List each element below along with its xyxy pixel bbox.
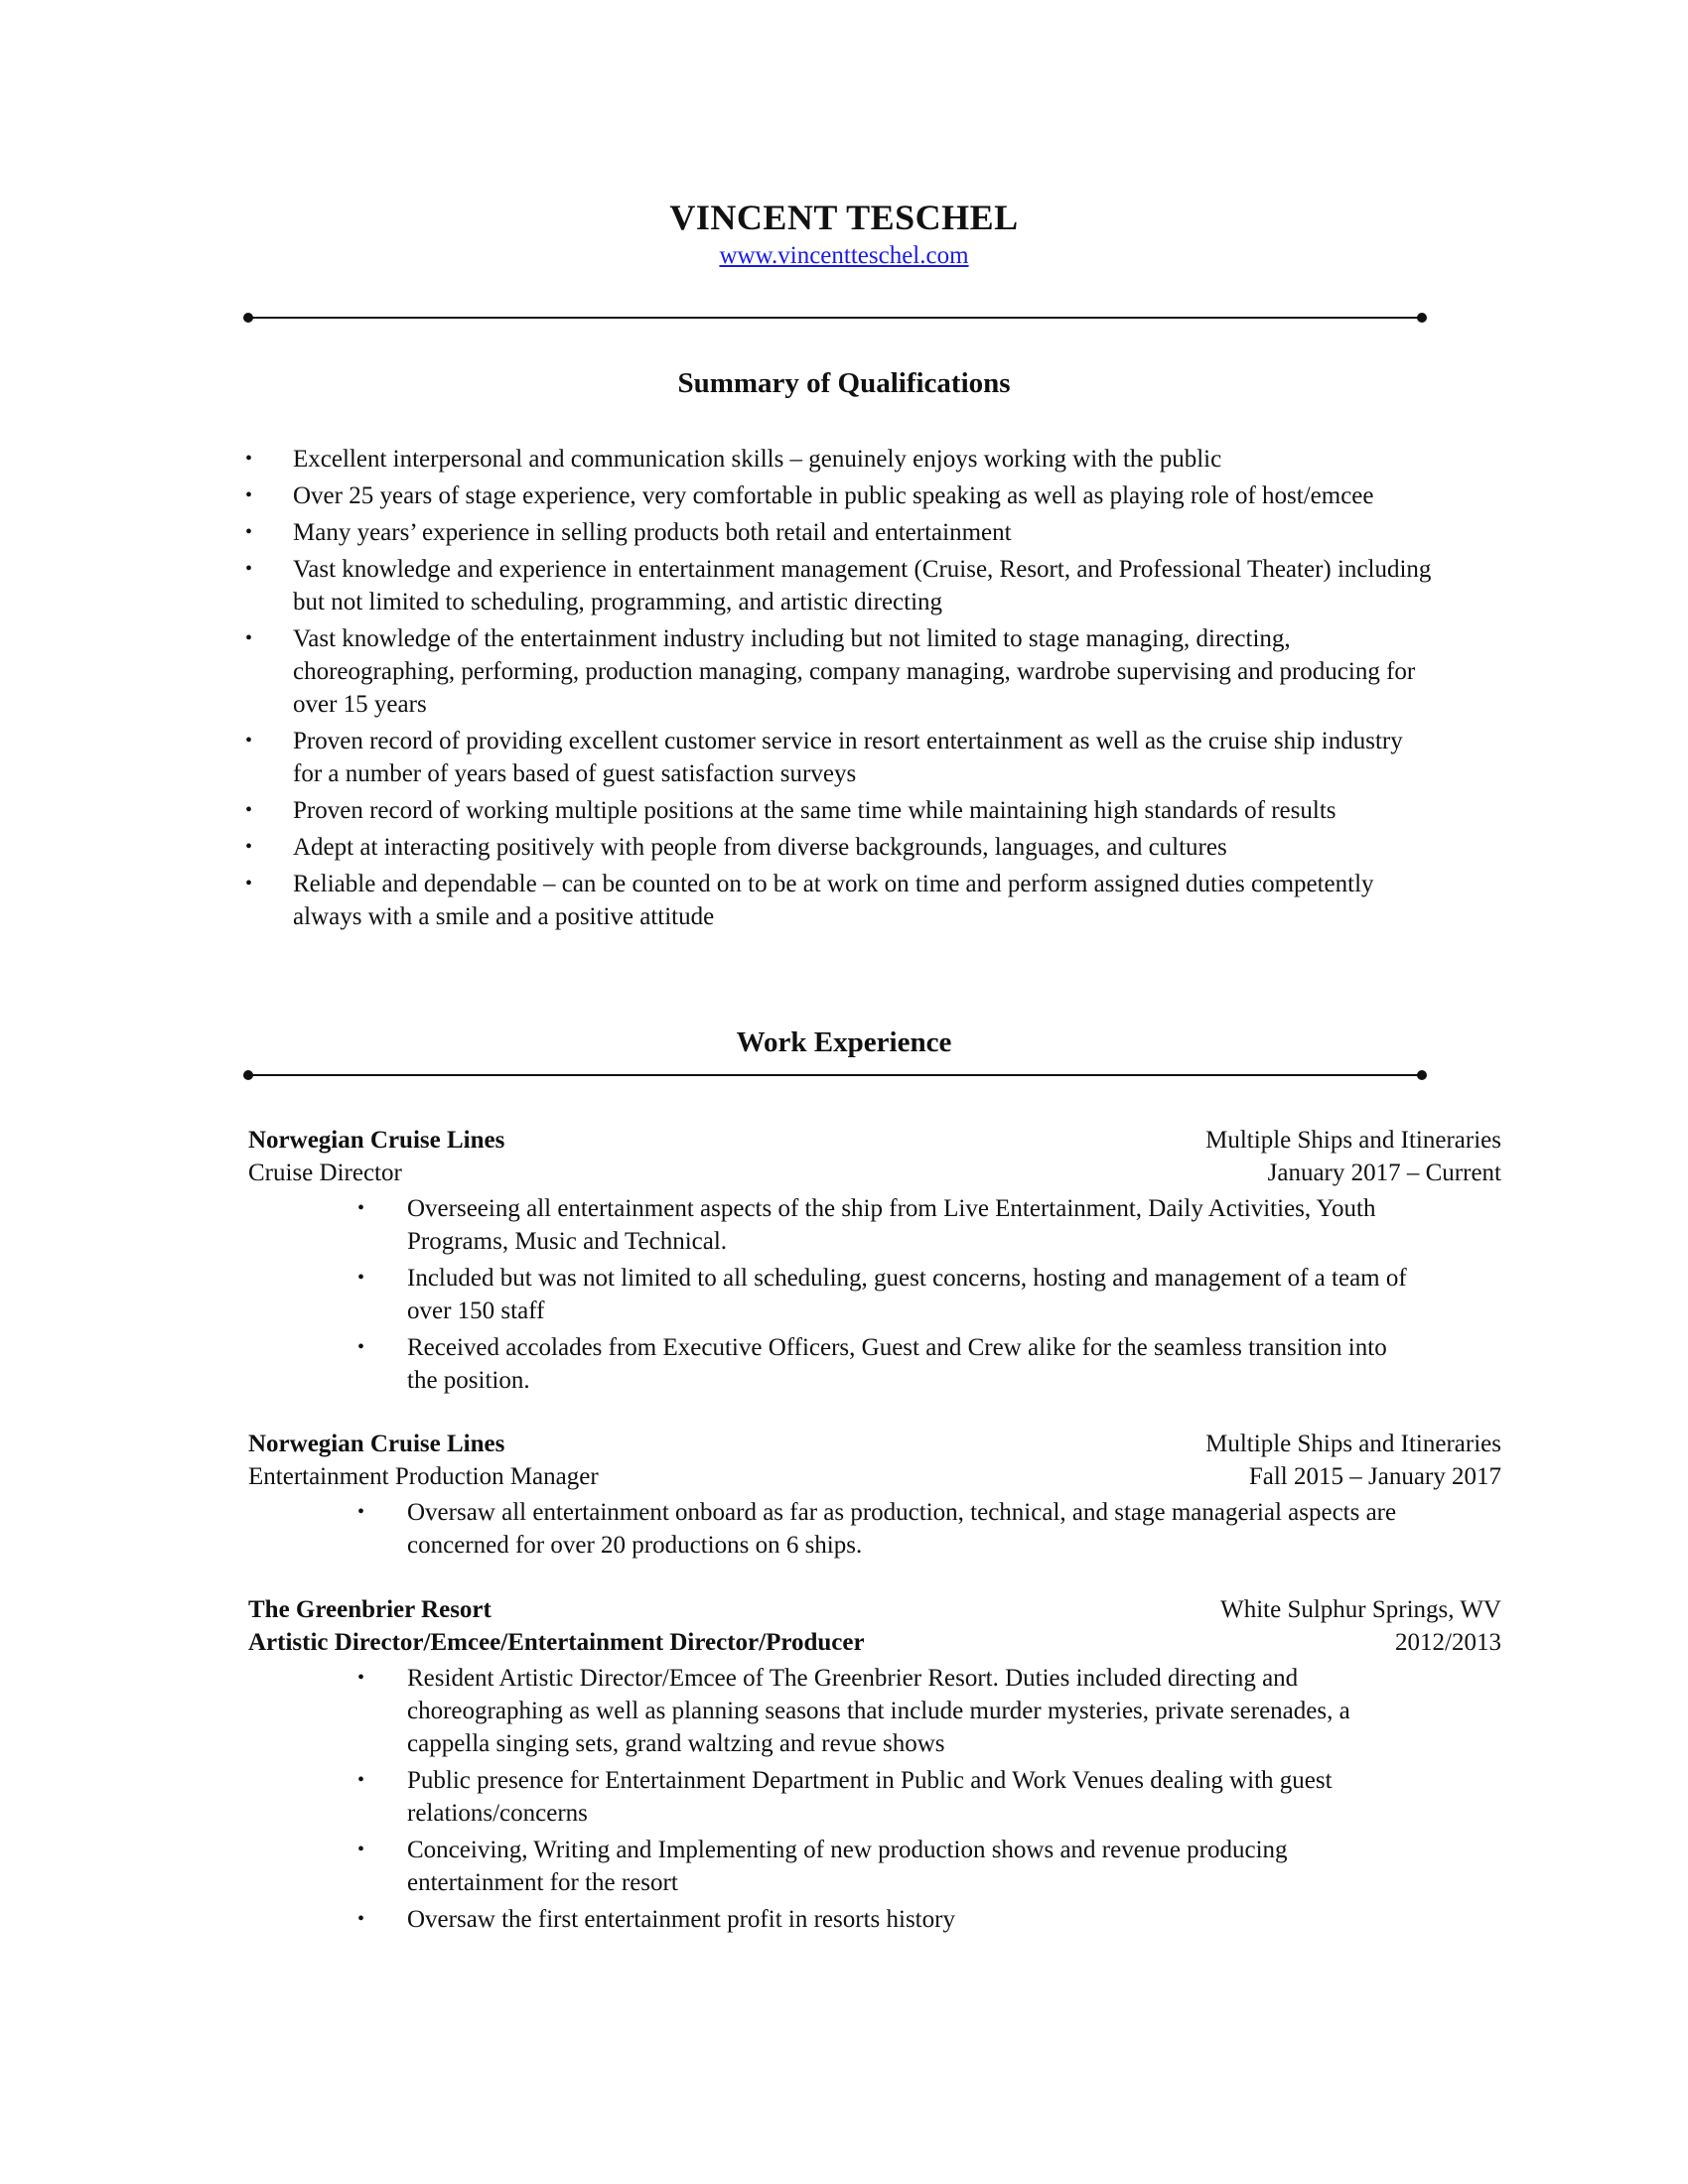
- job-dates: January 2017 – Current: [1267, 1160, 1501, 1186]
- summary-item: • Vast knowledge and experience in entertainment management (Cruise, Resort, and Professional Theater) including but not limited to scheduling, programming, and artistic directing: [245, 553, 1437, 618]
- job-bullet: • Overseeing all entertainment aspects of the ship from Live Entertainment, Daily Activities, Youth Programs, Music and Technical.: [357, 1192, 1420, 1258]
- bullet-icon: •: [245, 873, 253, 894]
- job-bullet: • Resident Artistic Director/Emcee of The Greenbrier Resort. Duties included directing and choreographing as well as planning seasons that include murder mysteries, private serenades, a cappella singing sets, grand waltzing and revue shows: [357, 1662, 1420, 1760]
- job-company: Norwegian Cruise Lines: [248, 1127, 505, 1154]
- summary-item: • Proven record of providing excellent customer service in resort entertainment as well as the cruise ship industry for a number of years based of guest satisfaction surveys: [245, 725, 1437, 790]
- header-divider: [248, 317, 1422, 319]
- job-bullets: [248, 1192, 1420, 1397]
- job-entry: [248, 1593, 1501, 1940]
- job-title: Artistic Director/Emcee/Entertainment Director/Producer: [248, 1629, 865, 1656]
- experience-divider: [248, 1074, 1422, 1076]
- bullet-icon: •: [357, 1667, 365, 1689]
- job-location: Multiple Ships and Itineraries: [1205, 1127, 1501, 1154]
- experience-heading: Work Experience: [736, 1026, 952, 1058]
- summary-item: • Excellent interpersonal and communication skills – genuinely enjoys working with the public: [245, 443, 1437, 476]
- bullet-icon: •: [357, 1908, 365, 1930]
- bullet-icon: •: [357, 1197, 365, 1219]
- job-entry: [248, 1428, 1501, 1566]
- job-location: Multiple Ships and Itineraries: [1205, 1431, 1501, 1457]
- summary-item: • Vast knowledge of the entertainment industry including but not limited to stage managing, directing, choreographing, performing, production managing, company managing, wardrobe supervising and producing for over 15 years: [245, 622, 1437, 721]
- website-link[interactable]: www.vincentteschel.com: [719, 242, 969, 269]
- job-bullet: • Oversaw all entertainment onboard as far as production, technical, and stage managerial aspects are concerned for over 20 productions on 6 ships.: [357, 1496, 1420, 1562]
- job-location: White Sulphur Springs, WV: [1220, 1596, 1501, 1623]
- job-company: The Greenbrier Resort: [248, 1596, 492, 1623]
- bullet-icon: •: [245, 730, 253, 751]
- job-title: Entertainment Production Manager: [248, 1463, 599, 1490]
- summary-heading: Summary of Qualifications: [677, 367, 1011, 399]
- bullet-icon: •: [245, 521, 253, 543]
- job-dates: 2012/2013: [1395, 1629, 1501, 1656]
- job-dates: Fall 2015 – January 2017: [1248, 1463, 1501, 1490]
- job-bullet: • Received accolades from Executive Officers, Guest and Crew alike for the seamless transition into the position.: [357, 1331, 1420, 1397]
- bullet-icon: •: [357, 1501, 365, 1523]
- bullet-icon: •: [245, 448, 253, 470]
- job-entry: [248, 1124, 1501, 1401]
- summary-item: • Proven record of working multiple positions at the same time while maintaining high standards of results: [245, 794, 1437, 827]
- bullet-icon: •: [245, 484, 253, 506]
- bullet-icon: •: [357, 1267, 365, 1289]
- bullet-icon: •: [245, 836, 253, 858]
- summary-item: • Many years’ experience in selling products both retail and entertainment: [245, 516, 1437, 549]
- bullet-icon: •: [357, 1839, 365, 1860]
- job-bullets: [248, 1496, 1420, 1562]
- job-company: Norwegian Cruise Lines: [248, 1431, 505, 1457]
- bullet-icon: •: [245, 627, 253, 649]
- bullet-icon: •: [245, 558, 253, 580]
- job-bullet: • Public presence for Entertainment Department in Public and Work Venues dealing with guest relations/concerns: [357, 1764, 1420, 1830]
- summary-item: • Over 25 years of stage experience, very comfortable in public speaking as well as playing role of host/emcee: [245, 479, 1437, 512]
- bullet-icon: •: [357, 1769, 365, 1791]
- job-bullet: • Included but was not limited to all scheduling, guest concerns, hosting and management of a team of over 150 staff: [357, 1262, 1420, 1327]
- resume-name: VINCENT TESCHEL: [669, 198, 1019, 237]
- job-title: Cruise Director: [248, 1160, 402, 1186]
- job-bullets: [248, 1662, 1420, 1936]
- summary-list: [245, 443, 1437, 937]
- summary-item: • Adept at interacting positively with people from diverse backgrounds, languages, and cultures: [245, 831, 1437, 864]
- bullet-icon: •: [245, 799, 253, 821]
- website-line: [0, 242, 1688, 270]
- job-bullet: • Oversaw the first entertainment profit in resorts history: [357, 1903, 1420, 1936]
- bullet-icon: •: [357, 1336, 365, 1358]
- job-bullet: • Conceiving, Writing and Implementing of new production shows and revenue producing entertainment for the resort: [357, 1834, 1420, 1899]
- summary-item: • Reliable and dependable – can be counted on to be at work on time and perform assigned duties competently always with a smile and a positive attitude: [245, 868, 1437, 933]
